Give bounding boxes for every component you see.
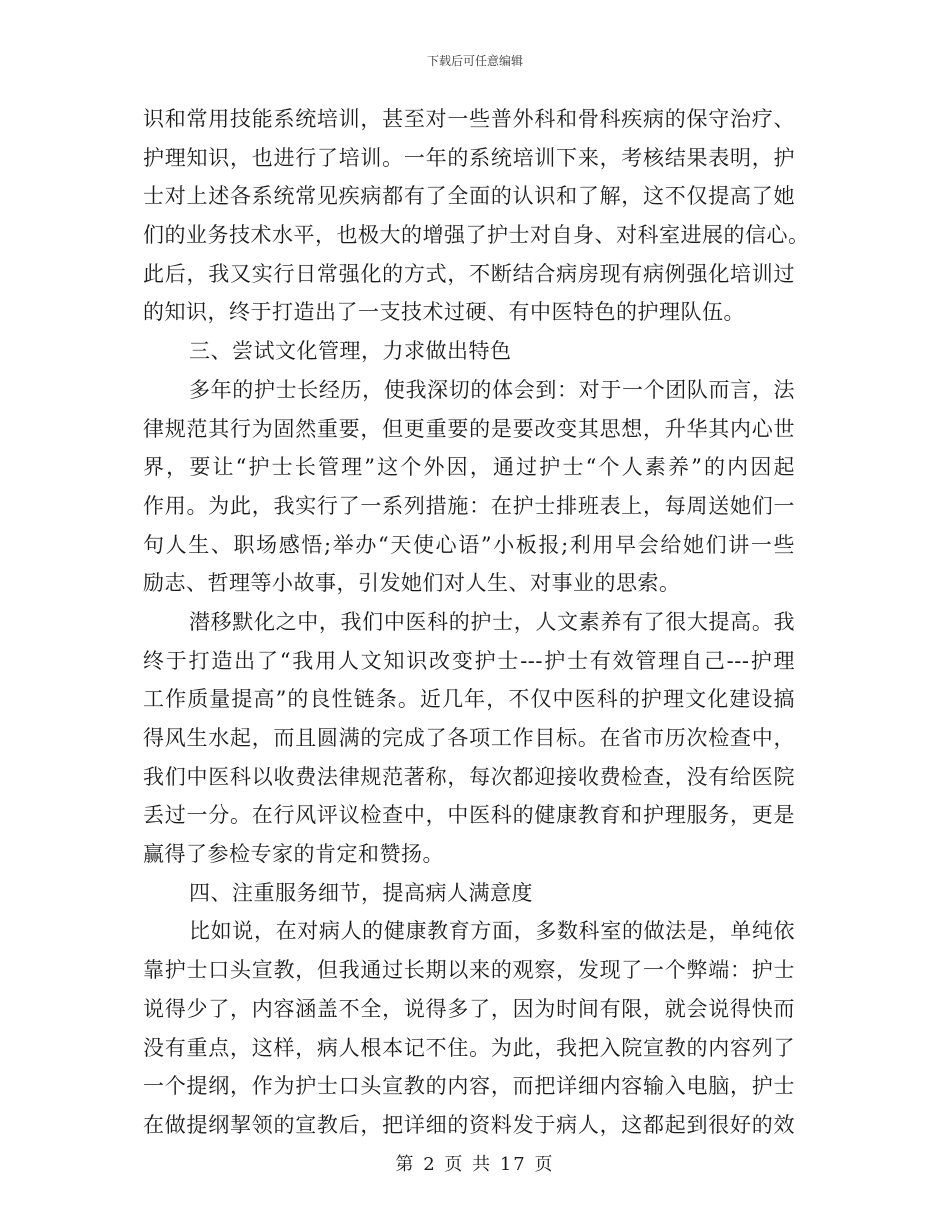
text-line: 界，要让“护士长管理”这个外因，通过护士“个人素养”的内因起 [143,455,795,480]
text-line: 一个提纲，作为护士口头宣教的内容，而把详细内容输入电脑，护士 [143,1074,795,1099]
text-line: 我们中医科以收费法律规范著称，每次都迎接收费检查，没有给医院 [143,764,795,789]
page-header-note: 下载后可任意编辑 [426,54,523,68]
text-line: 四、注重服务细节，提高病人满意度 [189,880,533,905]
text-line: 没有重点，这样，病人根本记不住。为此，我把入院宣教的内容列了 [143,1035,795,1060]
text-line: 多年的护士长经历，使我深切的体会到：对于一个团队而言，法 [189,377,795,402]
text-line: 们的业务技术水平，也极大的增强了护士对自身、对科室进展的信心。 [143,223,810,248]
text-line: 赢得了参检专家的肯定和赞扬。 [143,842,444,867]
page-number: 第 2 页 共 17 页 [395,1154,555,1175]
text-line: 作用。为此，我实行了一系列措施：在护士排班表上，每周送她们一 [143,493,795,518]
text-line: 比如说，在对病人的健康教育方面，多数科室的做法是，单纯依 [189,919,795,944]
text-line: 此后，我又实行日常强化的方式，不断结合病房现有病例强化培训过 [143,261,795,286]
text-line: 护理知识，也进行了培训。一年的系统培训下来，考核结果表明，护 [143,145,795,170]
text-line: 潜移默化之中，我们中医科的护士，人文素养有了很大提高。我 [189,609,795,634]
text-line: 丢过一分。在行风评议检查中，中医科的健康教育和护理服务，更是 [143,803,795,828]
text-line: 励志、哲理等小故事，引发她们对人生、对事业的思索。 [143,571,681,596]
document-body [143,100,810,1145]
text-line: 说得少了，内容涵盖不全，说得多了，因为时间有限，就会说得快而 [143,996,795,1021]
text-line: 的知识，终于打造出了一支技术过硬、有中医特色的护理队伍。 [143,300,745,325]
text-line: 三、尝试文化管理，力求做出特色 [189,339,512,364]
text-line: 识和常用技能系统培训，甚至对一些普外科和骨科疾病的保守治疗、 [143,107,795,131]
text-line: 靠护士口头宣教，但我通过长期以来的观察，发现了一个弊端：护士 [143,958,795,983]
text-line: 终于打造出了“我用人文知识改变护士---护士有效管理自己---护理 [143,648,795,673]
text-line: 在做提纲挈领的宣教后，把详细的资料发于病人，这都起到很好的效 [143,1112,795,1137]
text-line: 律规范其行为固然重要，但更重要的是要改变其思想，升华其内心世 [143,416,795,441]
text-line: 工作质量提高”的良性链条。近几年，不仅中医科的护理文化建设搞 [143,687,795,712]
text-line: 得风生水起，而且圆满的完成了各项工作目标。在省市历次检查中， [143,726,795,750]
text-line: 句人生、职场感悟;举办“天使心语”小板报;利用早会给她们讲一些 [143,532,795,557]
text-line: 士对上述各系统常见疾病都有了全面的认识和了解，这不仅提高了她 [143,184,795,209]
